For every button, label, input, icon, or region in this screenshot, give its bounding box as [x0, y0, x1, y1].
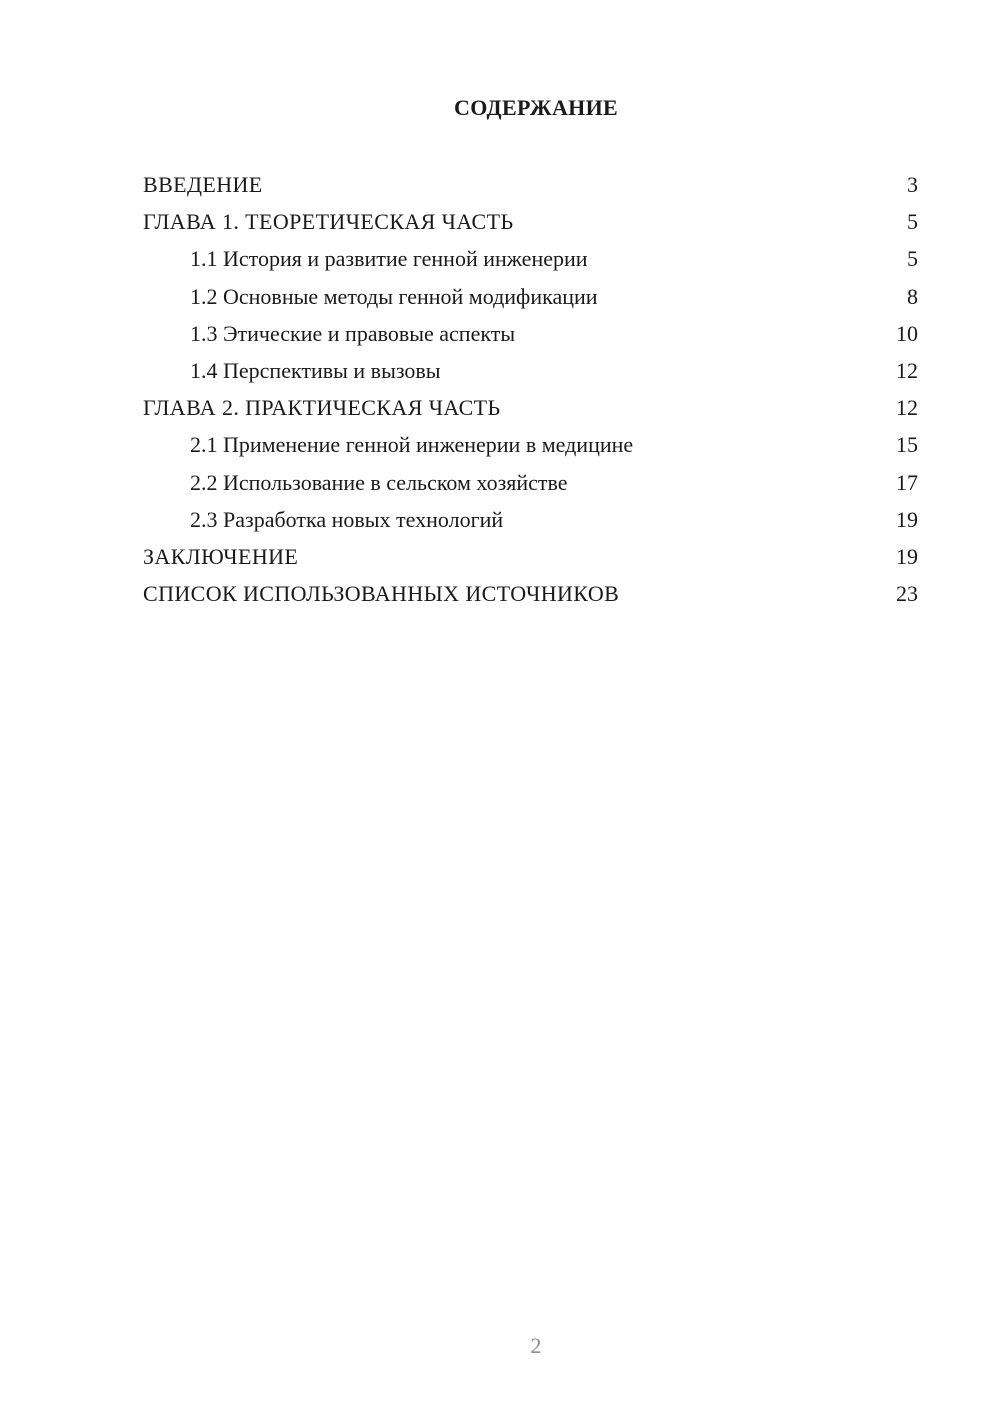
toc-entry-page: 3 [907, 172, 918, 197]
toc-entry-page: 5 [907, 209, 918, 235]
toc-entry-label: 2.1 Применение генной инженерии в медицине [190, 432, 634, 458]
toc-entry-page: 19 [896, 506, 918, 532]
toc-entry-label: СПИСОК ИСПОЛЬЗОВАННЫХ ИСТОЧНИКОВ [143, 581, 620, 607]
toc-entry-page: 12 [896, 395, 918, 421]
toc-entry-page: 23 [896, 581, 918, 607]
toc-entry [143, 538, 918, 575]
toc-entry-label: 1.1 История и развитие генной инженерии [190, 246, 588, 272]
toc-entry-label: 2.3 Разработка новых технологий [190, 506, 504, 532]
page-title: СОДЕРЖАНИЕ [454, 95, 618, 120]
toc-entry-page: 17 [896, 469, 918, 495]
toc-entry-label: 1.4 Перспективы и вызовы [190, 357, 441, 383]
toc-entry-page: 19 [896, 543, 918, 569]
toc-entry [143, 203, 918, 240]
toc-subentry [143, 352, 918, 389]
toc-subentry [143, 426, 918, 463]
toc-entry-page: 12 [896, 357, 918, 383]
toc-subentry [143, 464, 918, 501]
toc-entry-label: ЗАКЛЮЧЕНИЕ [143, 543, 299, 569]
toc-entry-page: 8 [907, 283, 918, 309]
toc-subentry [143, 315, 918, 352]
toc-entry-page: 10 [896, 320, 918, 346]
toc-entry [143, 166, 918, 203]
toc-entry-label: 2.2 Использование в сельском хозяйстве [190, 469, 568, 495]
toc-subentry [143, 278, 918, 315]
toc-entry-label: ГЛАВА 2. ПРАКТИЧЕСКАЯ ЧАСТЬ [143, 395, 501, 421]
toc-entry-label: ВВЕДЕНИЕ [143, 172, 263, 197]
toc-entry-page: 15 [896, 432, 918, 458]
table-of-contents [143, 166, 918, 612]
toc-entry-label: 1.2 Основные методы генной модификации [190, 283, 598, 309]
toc-subentry [143, 240, 918, 277]
toc-entry-label: 1.3 Этические и правовые аспекты [190, 320, 516, 346]
toc-entry-page: 5 [907, 246, 918, 272]
toc-entry [143, 389, 918, 426]
toc-subentry [143, 501, 918, 538]
page-number: 2 [530, 1333, 542, 1358]
toc-entry [143, 575, 918, 612]
toc-entry-label: ГЛАВА 1. ТЕОРЕТИЧЕСКАЯ ЧАСТЬ [143, 209, 514, 235]
